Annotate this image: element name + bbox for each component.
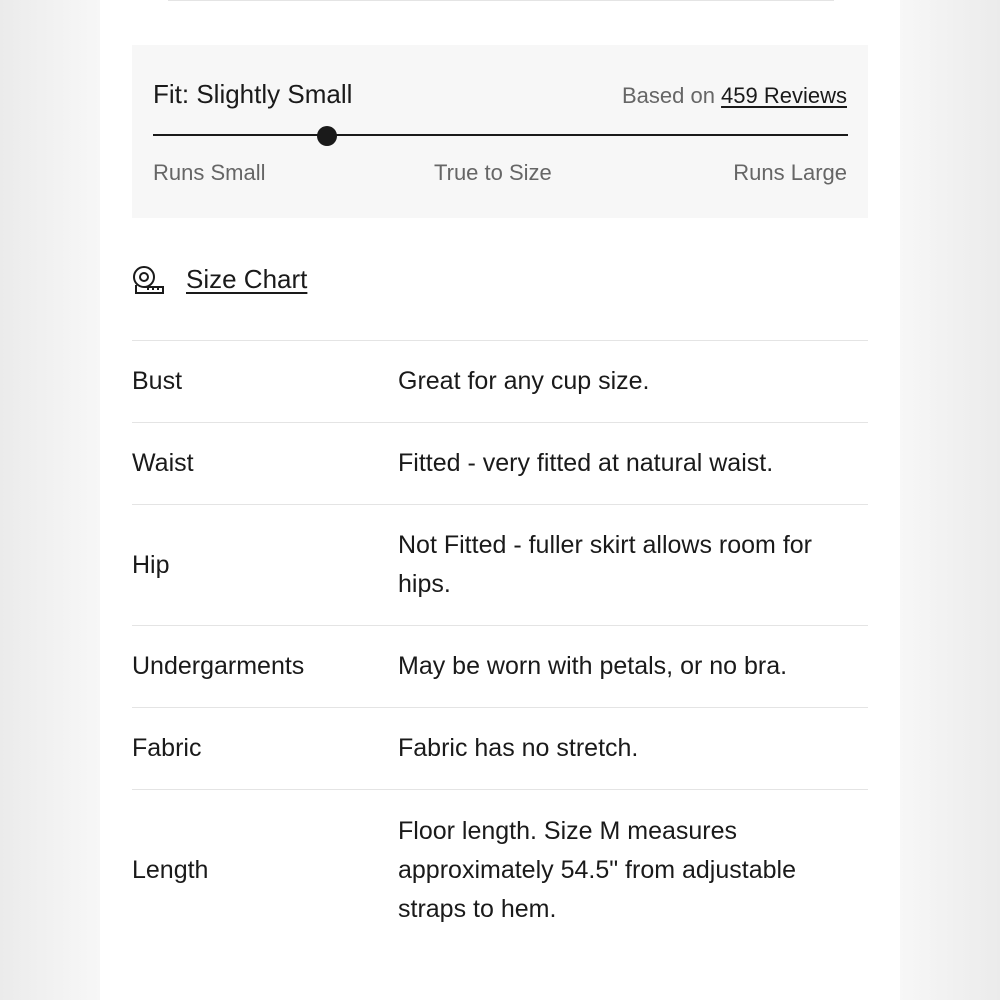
size-chart-link[interactable]	[132, 262, 307, 296]
reviews-link[interactable]: 459 Reviews	[721, 83, 847, 108]
page-background-left	[0, 0, 100, 1000]
detail-row-hip	[132, 504, 868, 625]
detail-key: Fabric	[132, 734, 202, 762]
detail-row-bust	[132, 340, 868, 422]
fit-label-true-to-size: True to Size	[434, 160, 552, 185]
fit-label-runs-small: Runs Small	[153, 160, 266, 185]
detail-row-waist	[132, 422, 868, 504]
detail-value: Not Fitted - fuller skirt allows room for hips.	[398, 531, 812, 598]
detail-row-fabric	[132, 707, 868, 789]
detail-value: Fabric has no stretch.	[398, 734, 639, 762]
fit-details-table	[132, 340, 868, 950]
measuring-tape-icon	[132, 264, 166, 294]
detail-value: Fitted - very fitted at natural waist.	[398, 449, 774, 477]
based-on-label: Based on	[621, 83, 722, 108]
divider	[168, 0, 834, 1]
fit-scale-track	[153, 134, 848, 136]
size-chart-label: Size Chart	[186, 263, 308, 294]
detail-key: Length	[132, 855, 209, 884]
page-background-right	[900, 0, 1000, 1000]
detail-key: Bust	[132, 367, 183, 395]
fit-label-runs-large: Runs Large	[733, 160, 847, 185]
fit-scale-indicator	[317, 126, 337, 146]
detail-key: Waist	[132, 449, 194, 477]
detail-key: Hip	[132, 550, 170, 579]
detail-row-undergarments	[132, 625, 868, 707]
fit-reviews-summary	[622, 83, 847, 109]
detail-key: Undergarments	[132, 652, 305, 680]
fit-title: Fit: Slightly Small	[153, 79, 353, 109]
detail-value: Floor length. Size M measures approximately 54.5" from adjustable straps to hem.	[398, 816, 796, 923]
product-details-panel	[100, 0, 900, 1000]
detail-value: May be worn with petals, or no bra.	[398, 652, 788, 680]
fit-summary-box	[132, 45, 868, 218]
detail-value: Great for any cup size.	[398, 367, 650, 395]
detail-row-length	[132, 789, 868, 950]
